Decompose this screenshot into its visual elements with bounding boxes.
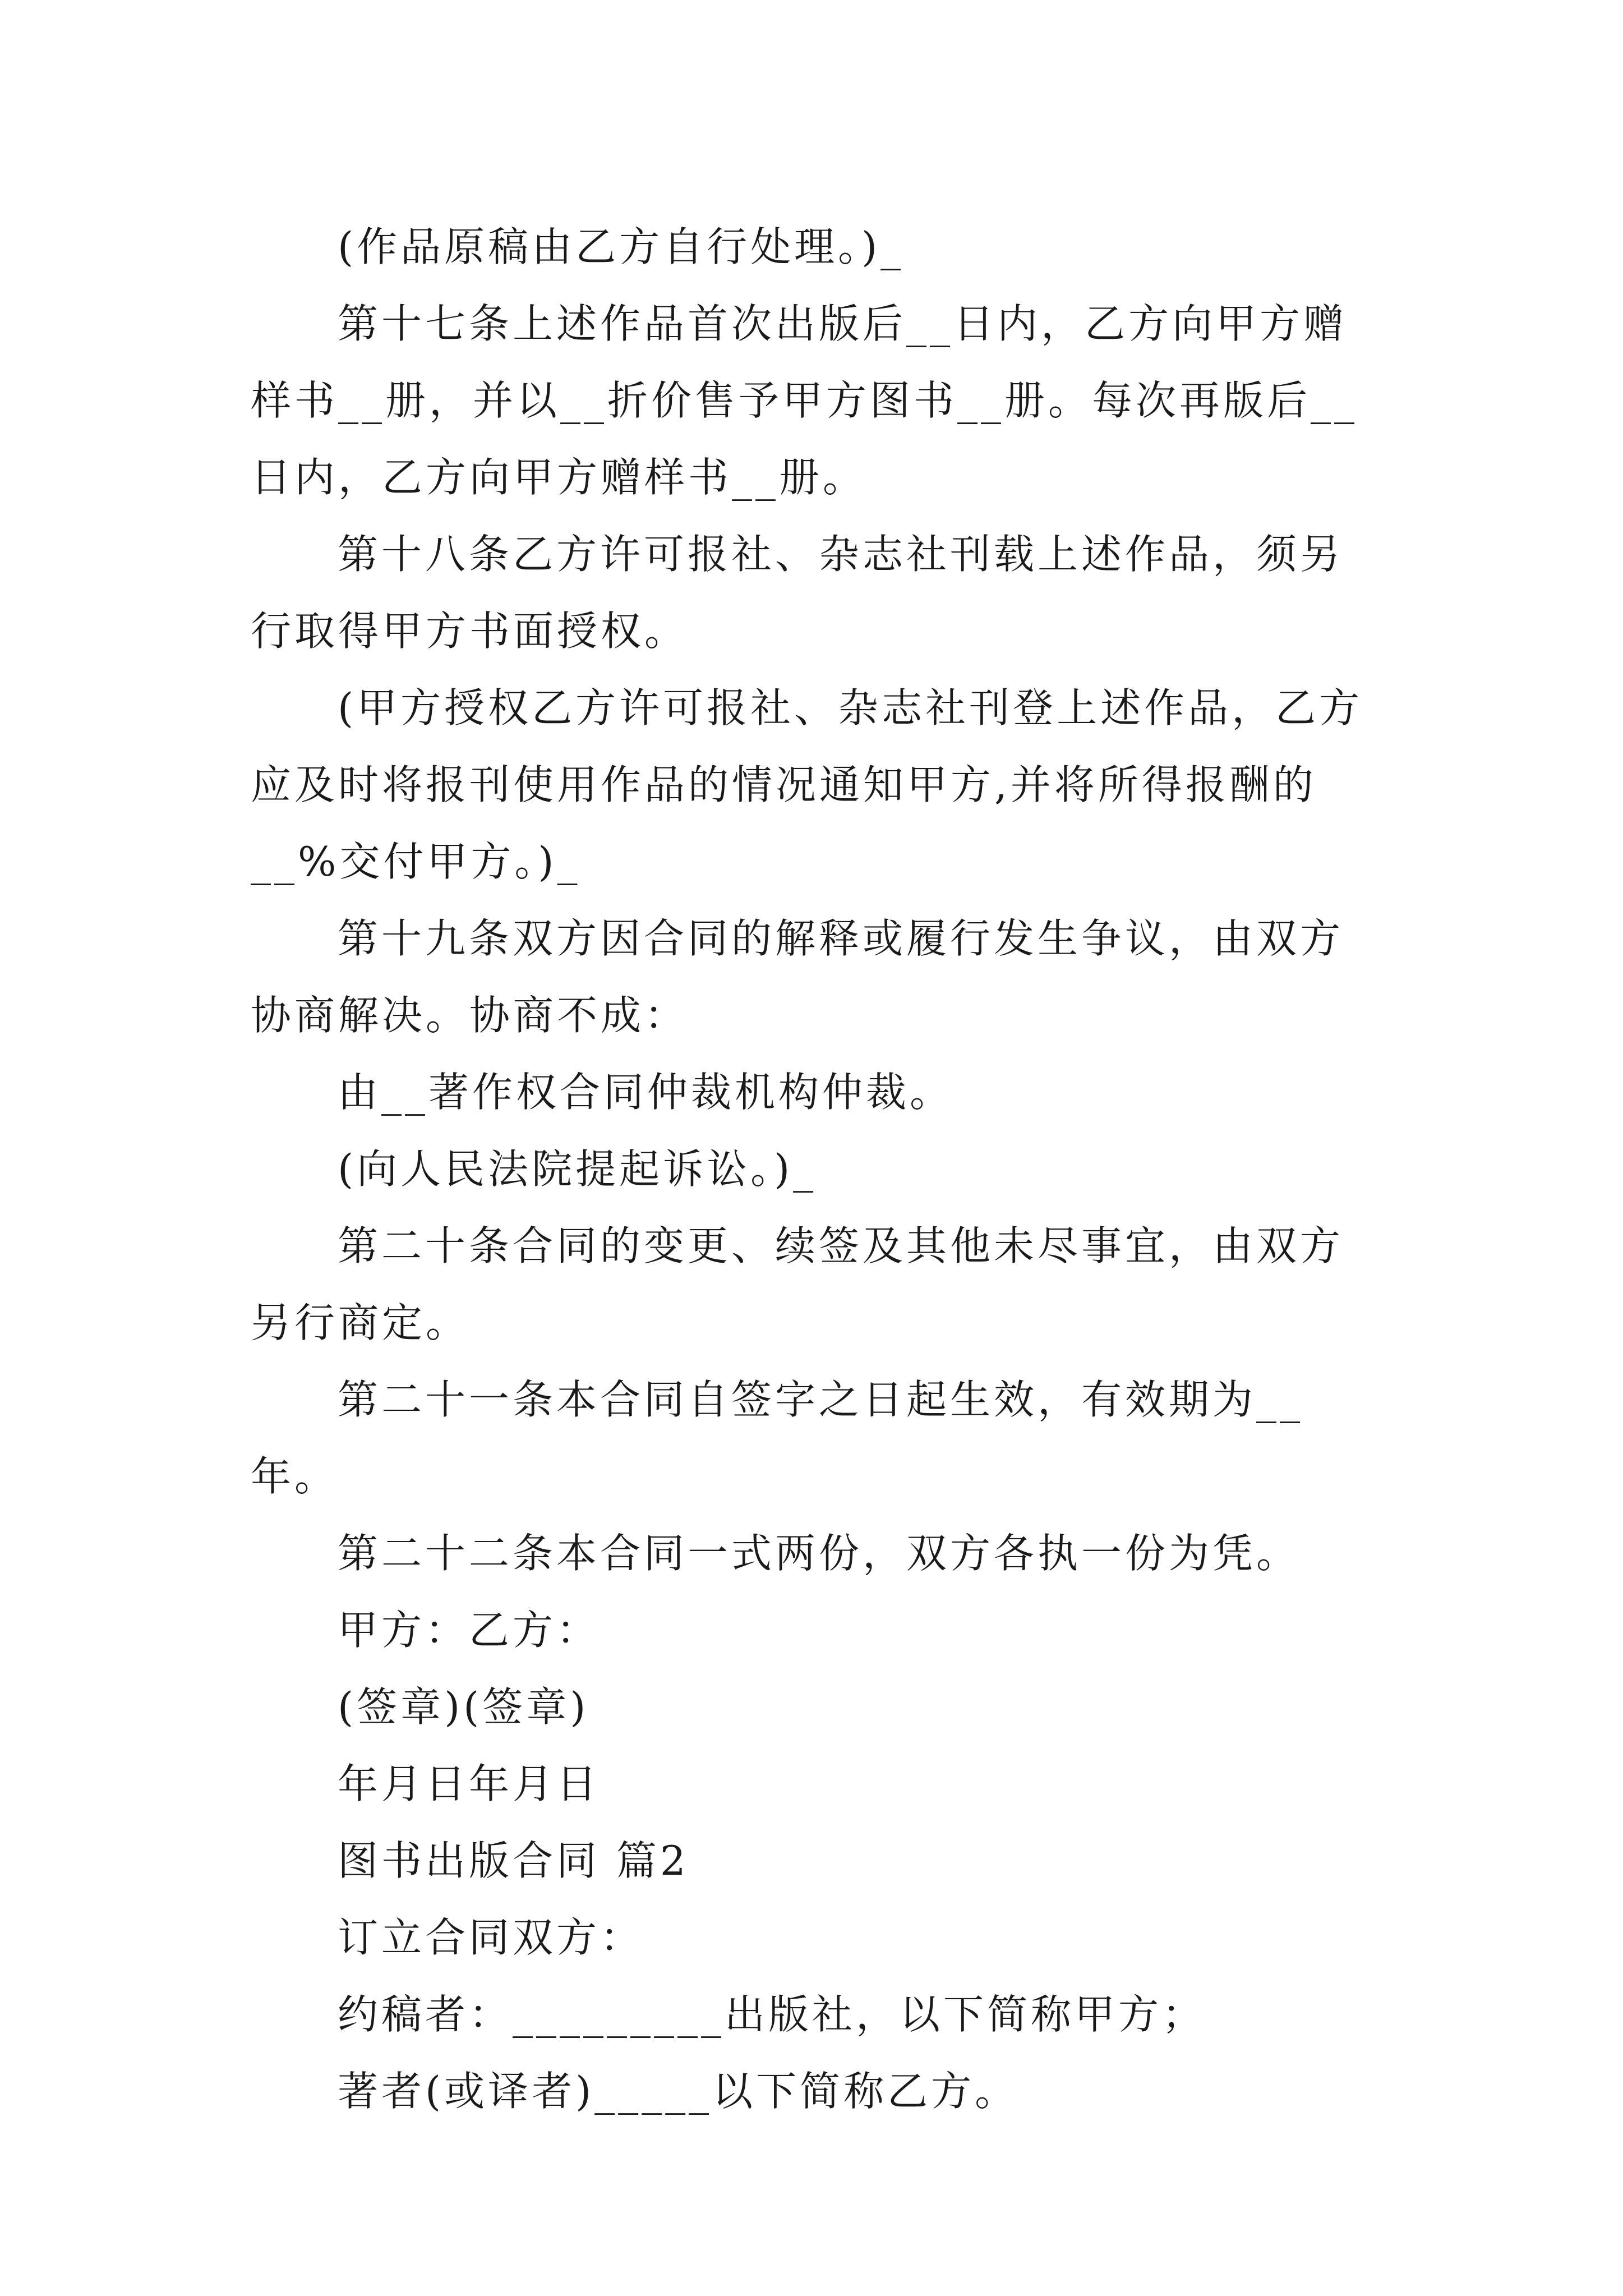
- paragraph-party-a: 约稿者：_________出版社，以下简称甲方；: [338, 1991, 1206, 2038]
- paragraph-party-b: 著者(或译者)_____以下简称乙方。: [338, 2068, 1019, 2115]
- paragraph-article-18: 第十八条乙方许可报社、杂志社刊载上述作品，须另行取得甲方书面授权。: [251, 531, 1344, 655]
- paragraph-article-17: 第十七条上述作品首次出版后__日内，乙方向甲方赠样书__册，并以__折价售予甲方图书__册。每次再版后__日内，乙方向甲方赠样书__册。: [251, 300, 1358, 501]
- paragraph-litigation: (向人民法院提起诉讼。)_: [338, 1145, 817, 1193]
- signature-dates: 年月日年月日: [338, 1760, 601, 1807]
- paragraph-article-18-note: (甲方授权乙方许可报社、杂志社刊登上述作品，乙方应及时将报刊使用作品的情况通知甲方,并将所得报酬的__%交付甲方。)_: [251, 684, 1363, 885]
- paragraph-arbitration: 由__著作权合同仲裁机构仲裁。: [338, 1069, 954, 1116]
- signature-parties: 甲方：乙方：: [338, 1607, 601, 1654]
- section-heading-contract-2: 图书出版合同 篇2: [338, 1837, 689, 1884]
- paragraph-original-manuscript: (作品原稿由乙方自行处理。)_: [338, 223, 905, 270]
- document-body: [251, 209, 1378, 2130]
- paragraph-article-22: 第二十二条本合同一式两份，双方各执一份为凭。: [338, 1530, 1301, 1577]
- signature-seals: (签章)(签章): [338, 1683, 589, 1731]
- paragraph-article-20: 第二十条合同的变更、续签及其他未尽事宜，由双方另行商定。: [251, 1222, 1344, 1346]
- paragraph-article-19: 第十九条双方因合同的解释或履行发生争议，由双方协商解决。协商不成：: [251, 915, 1344, 1039]
- paragraph-article-21: 第二十一条本合同自签字之日起生效，有效期为__年。: [251, 1376, 1304, 1500]
- paragraph-contracting-parties: 订立合同双方：: [338, 1914, 644, 1961]
